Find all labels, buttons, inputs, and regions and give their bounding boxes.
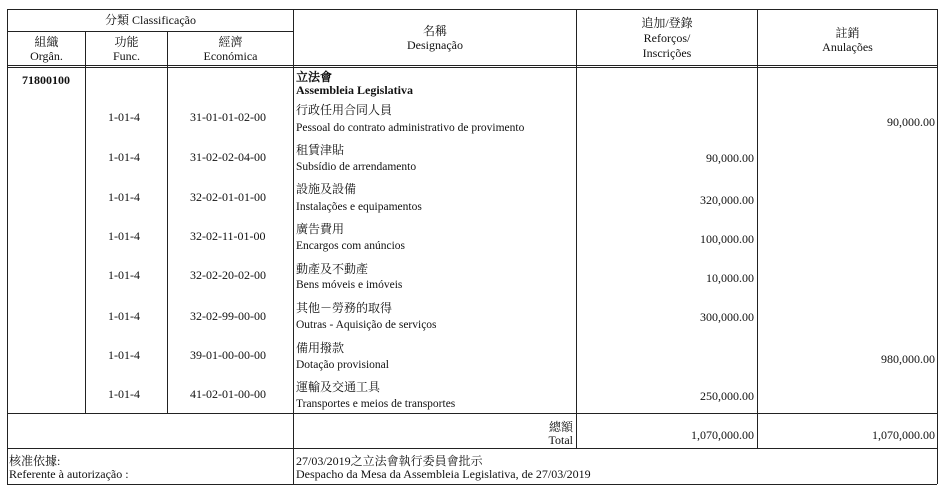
- row-reforco: 10,000.00: [706, 271, 754, 285]
- row-anulacao: 980,000.00: [881, 352, 935, 366]
- organ-name-pt: Assembleia Legislativa: [296, 83, 413, 97]
- total-anulacoes: 1,070,000.00: [872, 428, 935, 442]
- authorization-value-pt: Despacho da Mesa da Assembleia Legislativa, de 27/03/2019: [296, 467, 591, 481]
- row-func: 1-01-4: [108, 110, 140, 124]
- row-name-pt: Transportes e meios de transportes: [296, 398, 456, 410]
- row-reforco: 250,000.00: [700, 389, 754, 403]
- row-reforco: 320,000.00: [700, 193, 754, 207]
- row-econ: 41-02-01-00-00: [190, 387, 266, 401]
- row-reforco: 100,000.00: [700, 232, 754, 246]
- anulacoes-header-zh: 註銷: [835, 26, 860, 40]
- total-label-zh: 總額: [548, 420, 573, 434]
- row-econ: 31-01-01-02-00: [190, 110, 266, 124]
- row-name-zh: 租賃津貼: [296, 143, 345, 157]
- row-name-zh: 行政任用合同人員: [296, 103, 393, 117]
- anulacoes-header-pt: Anulações: [822, 40, 873, 54]
- authorization-label-zh: 核准依據:: [9, 454, 61, 468]
- classification-header: 分類 Classificação: [105, 13, 196, 27]
- organ-code: 71800100: [22, 73, 70, 87]
- row-func: 1-01-4: [108, 348, 140, 362]
- row-econ: 31-02-02-04-00: [190, 150, 266, 164]
- authorization-label-pt: Referente à autorização :: [9, 467, 129, 481]
- row-reforco: 300,000.00: [700, 310, 754, 324]
- organ-header-pt: Orgân.: [30, 49, 63, 63]
- func-header-zh: 功能: [114, 35, 139, 49]
- organ-name-zh: 立法會: [296, 70, 333, 84]
- reforcos-header-zh: 追加/登錄: [641, 16, 693, 30]
- row-econ: 39-01-00-00-00: [190, 348, 266, 362]
- row-name-pt: Subsídio de arrendamento: [296, 161, 417, 173]
- reforcos-header-pt2: Inscrições: [642, 46, 692, 60]
- row-name-zh: 設施及設備: [296, 182, 357, 196]
- row-name-zh: 其他－勞務的取得: [296, 301, 393, 315]
- authorization-value-zh: 27/03/2019之立法會執行委員會批示: [296, 454, 483, 468]
- row-name-zh: 運輸及交通工具: [296, 380, 381, 394]
- row-name-pt: Encargos com anúncios: [296, 240, 406, 252]
- row-name-zh: 動產及不動產: [296, 262, 369, 276]
- row-func: 1-01-4: [108, 309, 140, 323]
- row-econ: 32-02-99-00-00: [190, 309, 266, 323]
- reforcos-header-pt1: Reforços/: [643, 31, 691, 45]
- econ-header-pt: Económica: [203, 49, 258, 63]
- organ-header-zh: 組織: [34, 35, 59, 49]
- row-func: 1-01-4: [108, 268, 140, 282]
- row-name-zh: 備用撥款: [296, 341, 345, 355]
- row-func: 1-01-4: [108, 229, 140, 243]
- total-reforcos: 1,070,000.00: [691, 428, 754, 442]
- total-label-pt: Total: [548, 433, 573, 447]
- row-name-pt: Pessoal do contrato administrativo de provimento: [296, 122, 525, 134]
- econ-header-zh: 經濟: [218, 35, 243, 49]
- row-name-pt: Dotação provisional: [296, 359, 389, 371]
- row-func: 1-01-4: [108, 150, 140, 164]
- designation-header-pt: Designação: [407, 38, 463, 52]
- row-name-pt: Instalações e equipamentos: [296, 201, 422, 213]
- row-anulacao: 90,000.00: [887, 115, 935, 129]
- row-func: 1-01-4: [108, 190, 140, 204]
- row-reforco: 90,000.00: [706, 151, 754, 165]
- row-econ: 32-02-20-02-00: [190, 268, 266, 282]
- row-econ: 32-02-11-01-00: [190, 229, 266, 243]
- row-func: 1-01-4: [108, 387, 140, 401]
- row-econ: 32-02-01-01-00: [190, 190, 266, 204]
- func-header-pt: Func.: [113, 49, 140, 63]
- designation-header-zh: 名稱: [422, 24, 447, 38]
- row-name-zh: 廣告費用: [296, 222, 345, 236]
- row-name-pt: Outras - Aquisição de serviços: [296, 319, 437, 331]
- row-name-pt: Bens móveis e imóveis: [296, 279, 403, 291]
